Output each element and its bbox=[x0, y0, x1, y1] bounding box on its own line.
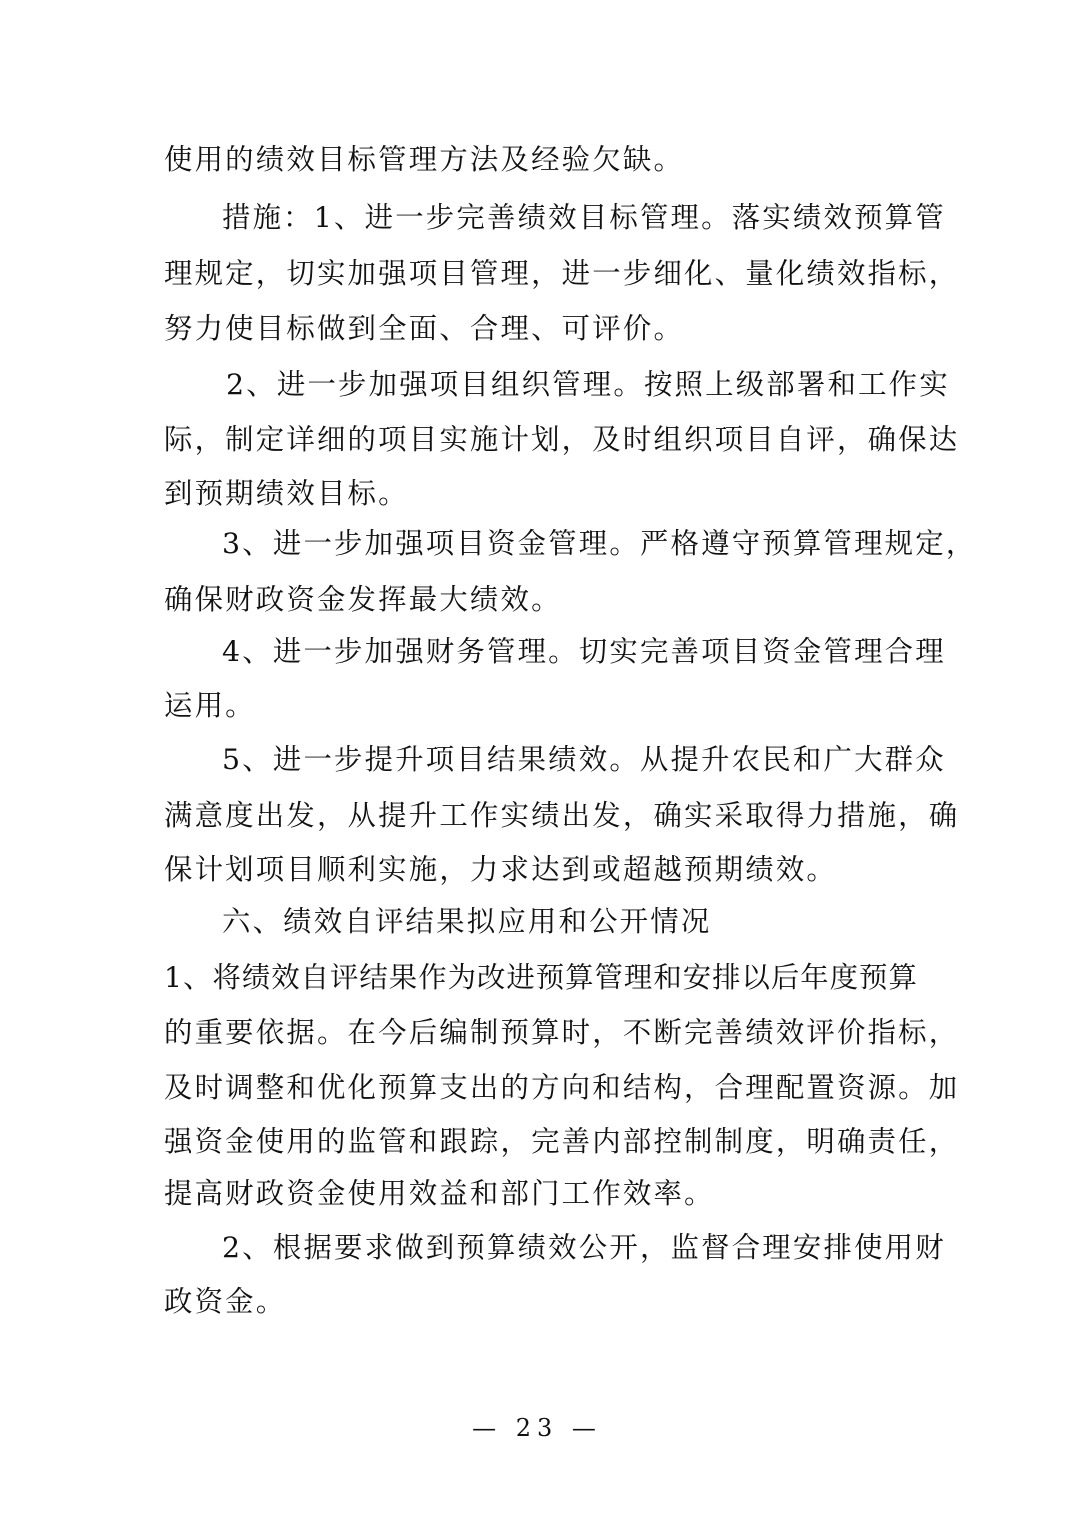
text-line: 运用。 bbox=[164, 689, 256, 722]
text-line: 2、根据要求做到预算绩效公开，监督合理安排使用财 bbox=[222, 1231, 946, 1264]
text-line: 3、进一步加强项目资金管理。严格遵守预算管理规定， bbox=[222, 527, 977, 560]
section-heading: 六、绩效自评结果拟应用和公开情况 bbox=[222, 905, 712, 938]
text-line: 提高财政资金使用效益和部门工作效率。 bbox=[164, 1177, 715, 1210]
text-line: 5、进一步提升项目结果绩效。从提升农民和广大群众 bbox=[222, 743, 946, 776]
text-line: 措施：1、进一步完善绩效目标管理。落实绩效预算管 bbox=[222, 201, 946, 234]
text-line: 1、将绩效自评结果作为改进预算管理和安排以后年度预算 bbox=[164, 961, 918, 994]
text-line: 及时调整和优化预算支出的方向和结构，合理配置资源。加 bbox=[164, 1071, 960, 1104]
text-line: 使用的绩效目标管理方法及经验欠缺。 bbox=[164, 143, 685, 176]
text-line: 4、进一步加强财务管理。切实完善项目资金管理合理 bbox=[222, 635, 946, 668]
text-line: 确保财政资金发挥最大绩效。 bbox=[164, 583, 562, 616]
page-number: — 23 — bbox=[472, 1414, 602, 1442]
text-line: 努力使目标做到全面、合理、可评价。 bbox=[164, 312, 685, 345]
text-line: 际，制定详细的项目实施计划，及时组织项目自评，确保达 bbox=[164, 423, 960, 456]
text-line: 满意度出发，从提升工作实绩出发，确实采取得力措施，确 bbox=[164, 799, 960, 832]
text-line: 2、进一步加强项目组织管理。按照上级部署和工作实 bbox=[226, 368, 950, 401]
text-line: 强资金使用的监管和跟踪，完善内部控制制度，明确责任， bbox=[164, 1125, 960, 1158]
text-line: 保计划项目顺利实施，力求达到或超越预期绩效。 bbox=[164, 853, 837, 886]
text-line: 理规定，切实加强项目管理，进一步细化、量化绩效指标， bbox=[164, 257, 960, 290]
text-line: 的重要依据。在今后编制预算时，不断完善绩效评价指标， bbox=[164, 1016, 960, 1049]
text-line: 到预期绩效目标。 bbox=[164, 477, 409, 510]
text-line: 政资金。 bbox=[164, 1285, 287, 1318]
